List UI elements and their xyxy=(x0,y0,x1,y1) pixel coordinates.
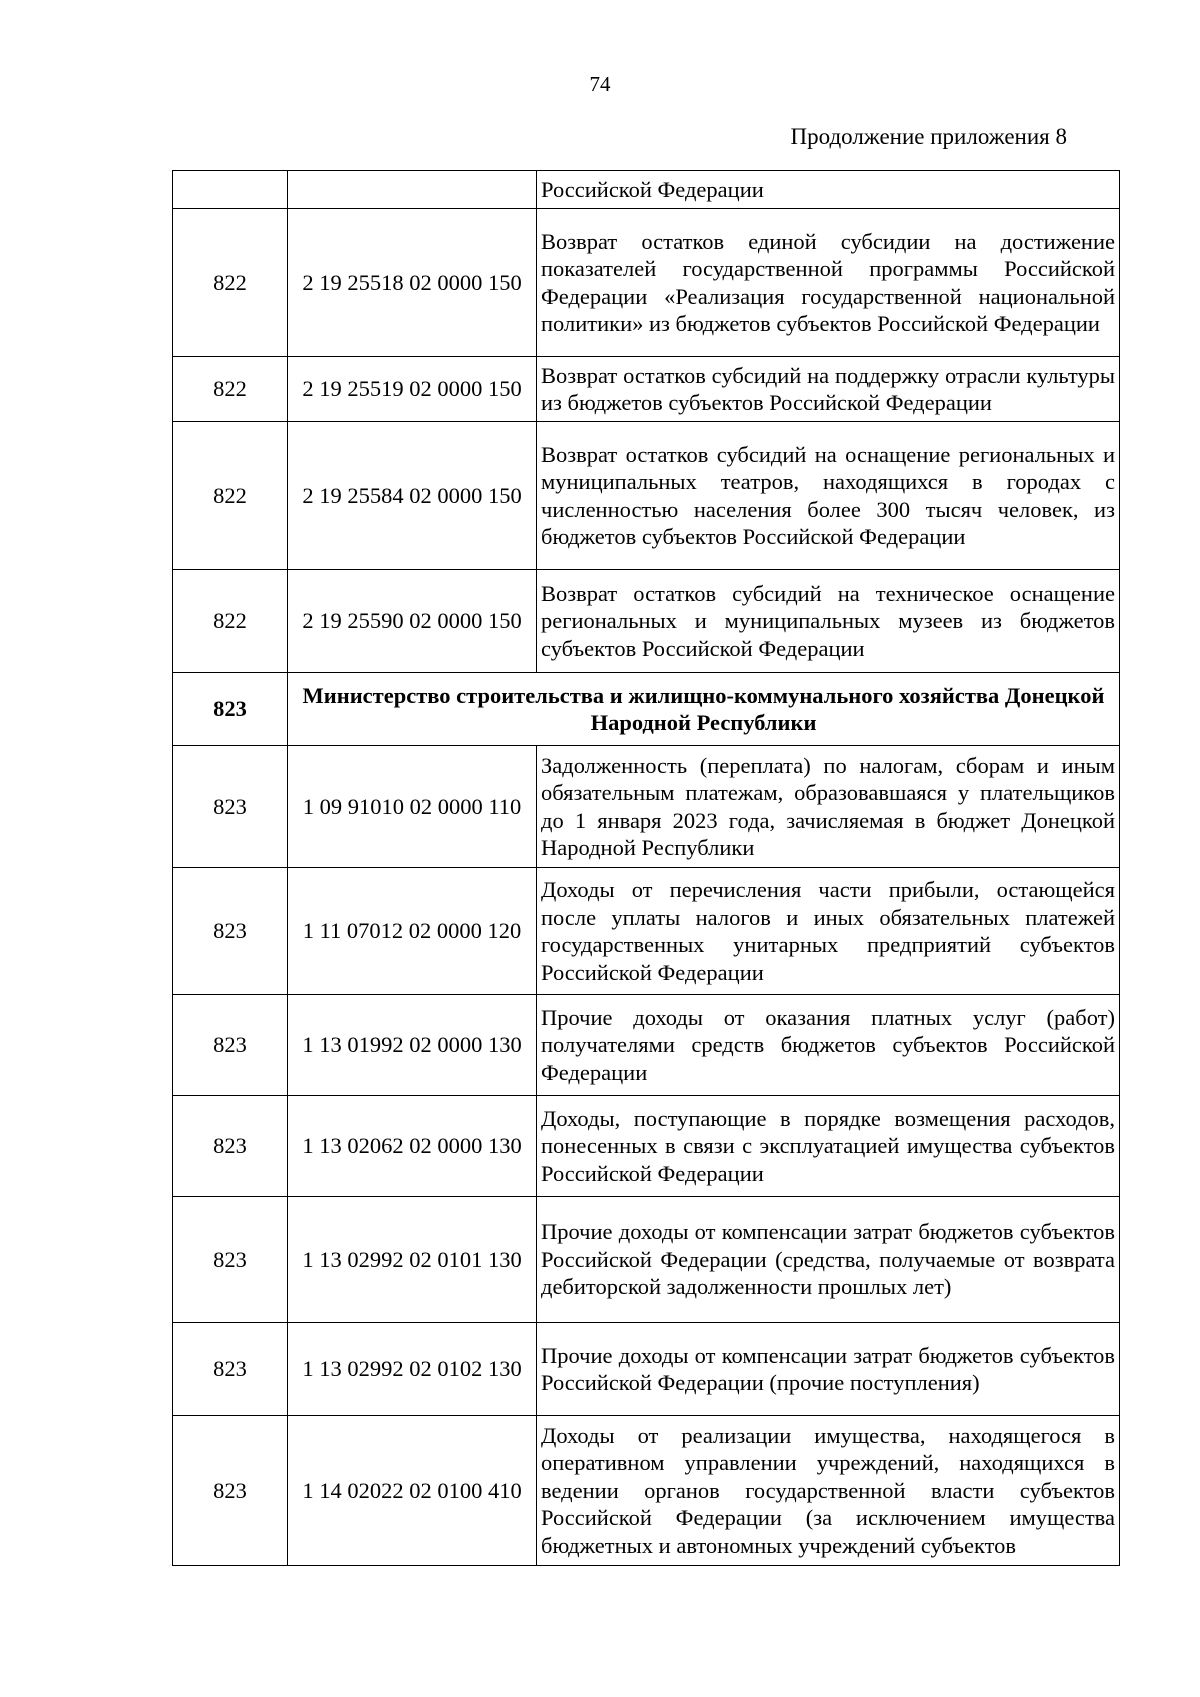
table-row xyxy=(173,209,1120,357)
section-header-row xyxy=(173,673,1120,746)
budget-codes-body xyxy=(173,171,1120,1566)
description-cell: Возврат остатков единой субсидии на достижение показателей государственной программы Российской Федерации «Реализация государственной национальной политики» из бюджетов субъектов Российской Федерации xyxy=(537,209,1120,357)
revenue-code-cell: 1 09 91010 02 0000 110 xyxy=(288,746,537,868)
revenue-code-cell: 2 19 25519 02 0000 150 xyxy=(288,357,537,422)
revenue-code-cell: 1 13 02992 02 0102 130 xyxy=(288,1323,537,1416)
table-row xyxy=(173,171,1120,209)
description-cell: Возврат остатков субсидий на оснащение региональных и муниципальных театров, находящихся в городах с численностью населения более 300 тысяч человек, из бюджетов субъектов Российской Федерации xyxy=(537,422,1120,570)
description-cell: Прочие доходы от компенсации затрат бюджетов субъектов Российской Федерации (прочие поступления) xyxy=(537,1323,1120,1416)
description-cell: Прочие доходы от компенсации затрат бюджетов субъектов Российской Федерации (средства, получаемые от возврата дебиторской задолженности прошлых лет) xyxy=(537,1197,1120,1323)
revenue-code-cell: 1 13 02062 02 0000 130 xyxy=(288,1096,537,1197)
admin-code-cell: 823 xyxy=(173,1096,288,1197)
table-row xyxy=(173,1197,1120,1323)
table-row xyxy=(173,422,1120,570)
section-title: Министерство строительства и жилищно-коммунального хозяйства Донецкой Народной Республики xyxy=(288,673,1120,746)
table-row xyxy=(173,1096,1120,1197)
revenue-code-cell: 2 19 25584 02 0000 150 xyxy=(288,422,537,570)
admin-code-cell: 823 xyxy=(173,1197,288,1323)
admin-code-cell: 823 xyxy=(173,1416,288,1566)
revenue-code-cell: 2 19 25590 02 0000 150 xyxy=(288,570,537,673)
admin-code-cell: 822 xyxy=(173,422,288,570)
admin-code-cell: 823 xyxy=(173,868,288,995)
description-cell: Прочие доходы от оказания платных услуг (работ) получателями средств бюджетов субъектов Российской Федерации xyxy=(537,995,1120,1096)
table-row xyxy=(173,868,1120,995)
description-cell: Доходы, поступающие в порядке возмещения расходов, понесенных в связи с эксплуатацией имущества субъектов Российской Федерации xyxy=(537,1096,1120,1197)
admin-code-cell: 822 xyxy=(173,209,288,357)
revenue-code-cell: 1 13 01992 02 0000 130 xyxy=(288,995,537,1096)
description-cell: Возврат остатков субсидий на техническое оснащение региональных и муниципальных музеев из бюджетов субъектов Российской Федерации xyxy=(537,570,1120,673)
description-cell: Задолженность (переплата) по налогам, сборам и иным обязательным платежам, образовавшаяся у плательщиков до 1 января 2023 года, зачисляемая в бюджет Донецкой Народной Республики xyxy=(537,746,1120,868)
table-row xyxy=(173,570,1120,673)
admin-code-cell: 823 xyxy=(173,746,288,868)
table-row xyxy=(173,1416,1120,1566)
description-cell: Доходы от перечисления части прибыли, остающейся после уплаты налогов и иных обязательных платежей государственных унитарных предприятий субъектов Российской Федерации xyxy=(537,868,1120,995)
revenue-code-cell: 1 14 02022 02 0100 410 xyxy=(288,1416,537,1566)
revenue-code-cell: 1 11 07012 02 0000 120 xyxy=(288,868,537,995)
appendix-continuation-label: Продолжение приложения 8 xyxy=(790,124,1067,149)
description-cell: Российской Федерации xyxy=(537,171,1120,209)
admin-code-cell: 822 xyxy=(173,357,288,422)
budget-codes-table xyxy=(172,170,1120,1566)
section-admin-code: 823 xyxy=(173,673,288,746)
admin-code-cell: 823 xyxy=(173,995,288,1096)
description-cell: Возврат остатков субсидий на поддержку отрасли культуры из бюджетов субъектов Российской Федерации xyxy=(537,357,1120,422)
revenue-code-cell: 1 13 02992 02 0101 130 xyxy=(288,1197,537,1323)
revenue-code-cell xyxy=(288,171,537,209)
admin-code-cell xyxy=(173,171,288,209)
table-row xyxy=(173,357,1120,422)
revenue-code-cell: 2 19 25518 02 0000 150 xyxy=(288,209,537,357)
description-cell: Доходы от реализации имущества, находящегося в оперативном управлении учреждений, находящихся в ведении органов государственной власти субъектов Российской Федерации (за исключением имущества бюджетных и автономных учреждений субъектов xyxy=(537,1416,1120,1566)
table-row xyxy=(173,746,1120,868)
admin-code-cell: 823 xyxy=(173,1323,288,1416)
page-number: 74 xyxy=(589,72,611,96)
table-row xyxy=(173,1323,1120,1416)
table-row xyxy=(173,995,1120,1096)
admin-code-cell: 822 xyxy=(173,570,288,673)
